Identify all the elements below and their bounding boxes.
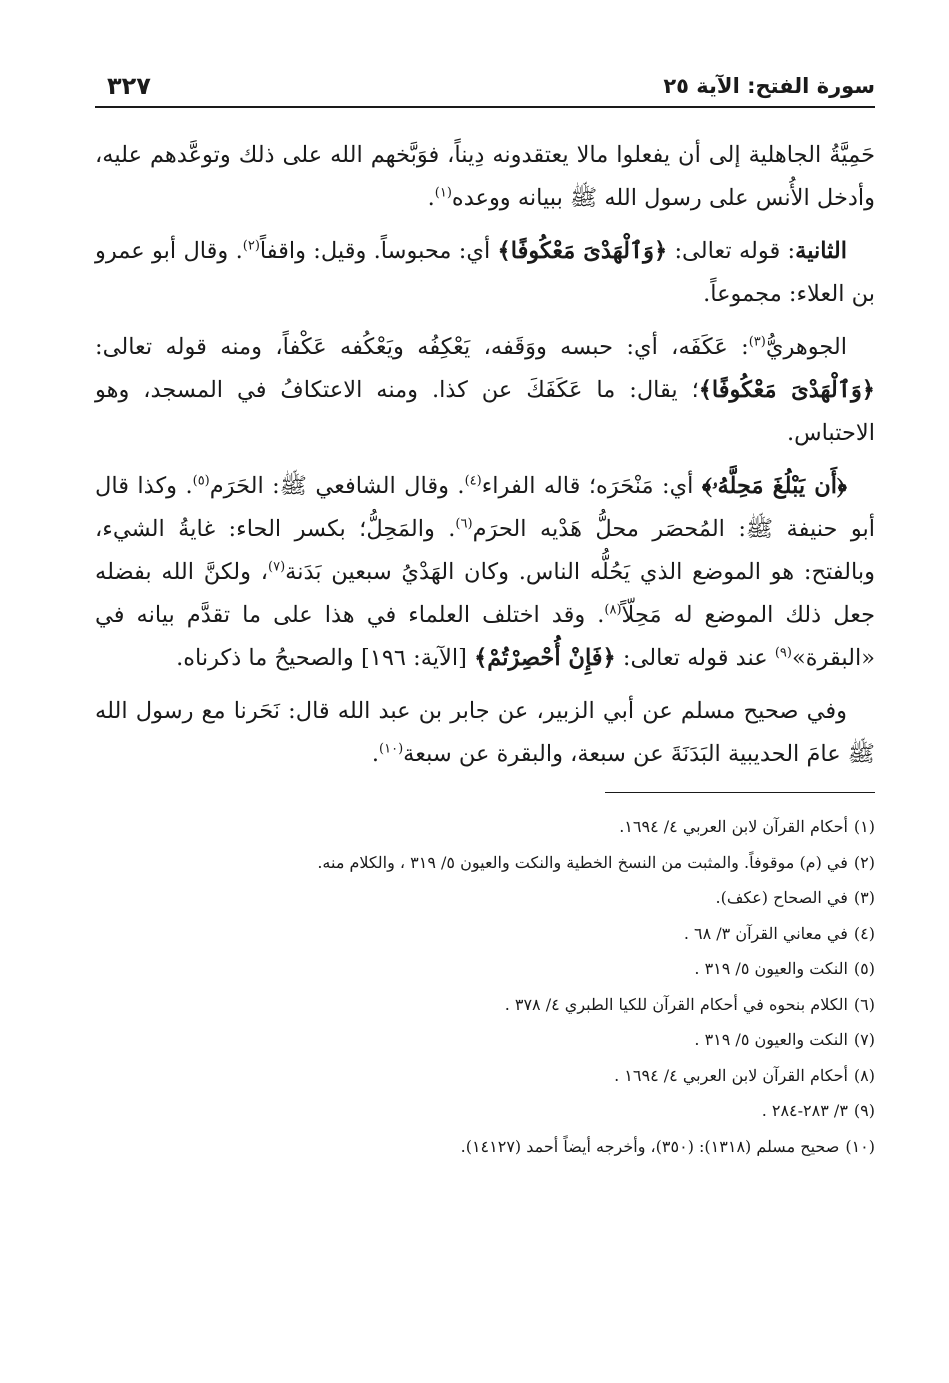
footnote-ref-10: (١٠) (379, 741, 404, 757)
quran-quote: ﴿وَٱلْهَدْىَ مَعْكُوفًا﴾ (698, 377, 875, 403)
footnote-number: (١) (853, 817, 875, 836)
footnote-number: (٤) (853, 923, 875, 943)
footnote-text: أحكام القرآن لابن العربي ٤/ ١٦٩٤. (619, 817, 848, 836)
footnote-text: في (م) موقوفاً. والمثبت من النسخ الخطية والنكت والعيون ٥/ ٣١٩ ، والكلام منه. (317, 852, 848, 872)
paragraph-end: . (371, 741, 380, 767)
paragraph-text: ؛ يقال: ما عَكَفَكَ عن كذا. ومنه الاعتكافُ في المسجد، وهو الاحتباس. (95, 377, 875, 446)
paragraph-text: [الآية: ١٩٦] والصحيحُ ما ذكرناه. (176, 645, 475, 671)
footnote-number: (١٠) (845, 1136, 875, 1156)
footnote-ref-6: (٦) (455, 516, 473, 532)
paragraph-text: . وكذا قال أبو حنيفة ﷺ: المُحصَر محلُّ هَدْيه الحرَم (95, 473, 875, 542)
footnote-text: النكت والعيون ٥/ ٣١٩ . (694, 959, 848, 978)
paragraph-end: . (427, 185, 435, 211)
footnote-item (95, 1030, 875, 1050)
footnote-ref-5: (٥) (192, 473, 210, 489)
footnote-number: (٦) (853, 994, 875, 1014)
footnote-item (95, 995, 875, 1015)
footnote-item (95, 1137, 875, 1157)
footnote-item (95, 888, 875, 908)
footnote-ref-3: (٣) (748, 334, 766, 350)
running-header (95, 70, 875, 108)
paragraph-text: الجوهريُّ (765, 334, 847, 360)
footnote-separator (605, 792, 875, 793)
paragraph-3 (95, 326, 875, 455)
footnote-text: أحكام القرآن لابن العربي ٤/ ١٦٩٤ . (614, 1065, 848, 1085)
footnote-item (95, 959, 875, 979)
footnotes-list (95, 817, 875, 1157)
paragraph-text: : عَكَفَه، أي: حبسه ووَقَفه، يَعْكِفُه ويَعْكُفه عَكْفاً، ومنه قوله تعالى: (95, 334, 749, 360)
paragraph-2 (95, 230, 875, 316)
chapter-title: سورة الفتح: الآية ٢٥ (663, 74, 875, 98)
main-text (95, 134, 875, 776)
footnote-text: صحيح مسلم (١٣١٨): (٣٥٠)، وأخرجه أيضاً أحمد (١٤١٢٧). (460, 1136, 840, 1156)
paragraph-text: ، ولكنَّ الله بفضله جعل ذلك الموضع له مَحِلّاً (95, 559, 875, 628)
footnote-number: (٩) (853, 1101, 875, 1120)
footnote-ref-4: (٤) (464, 473, 482, 489)
footnote-text: ٣/ ٢٨٣-٢٨٤ . (761, 1101, 848, 1120)
paragraph-text: . وقال أبو عمرو بن العلاء: مجموعاً. (95, 238, 875, 307)
footnote-ref-9: (٩) (774, 645, 792, 661)
footnote-text: في الصحاح (عكف). (715, 888, 848, 907)
paragraph-text: وفي صحيح مسلم عن أبي الزبير، عن جابر بن عبد الله قال: نَحَرنا مع رسول الله ﷺ عامَ الحديبية البَدَنَةَ عن سبعة، والبقرة عن سبعة (95, 698, 875, 767)
paragraph-4 (95, 465, 875, 680)
quran-quote: ﴿وَٱلْهَدْىَ مَعْكُوفًا﴾ (497, 238, 668, 264)
footnote-item (95, 924, 875, 944)
page-number: ٣٢٧ (107, 72, 151, 100)
quran-quote: ﴿فَإِنْ أُحْصِرْتُمْ﴾ (474, 645, 616, 671)
paragraph-text: . والمَحِلُّ؛ بكسر الحاء: غايةُ الشيء، وبالفتح: هو الموضع الذي يَحُلُّه الناس. وكان الهَدْيُ سبعين بَدَنة (95, 516, 876, 585)
footnote-ref-7: (٧) (268, 559, 286, 575)
footnote-number: (٧) (853, 1030, 875, 1049)
footnote-text: النكت والعيون ٥/ ٣١٩ . (694, 1030, 848, 1049)
footnote-ref-2: (٢) (242, 238, 260, 254)
paragraph-text: أي: مَنْحَرَه؛ قاله الفراء (481, 473, 702, 499)
footnote-item (95, 853, 875, 873)
footnote-number: (٢) (853, 852, 875, 872)
paragraph-5 (95, 690, 875, 776)
footnote-text: الكلام بنحوه في أحكام القرآن للكيا الطبري ٤/ ٣٧٨ . (504, 994, 848, 1014)
footnote-number: (٣) (853, 888, 875, 907)
paragraph-text: . وقال الشافعي ﷺ: الحَرَم (209, 473, 465, 499)
quran-quote: ﴿أَن يَبْلُغَ مَحِلَّهُۥ﴾ (701, 473, 847, 499)
book-page (95, 70, 875, 1350)
section-lead: الثانية (795, 238, 847, 264)
paragraph-text: عند قوله تعالى: (615, 645, 775, 671)
footnote-item (95, 817, 875, 837)
paragraph-text: . وقد اختلف العلماء في هذا على ما تقدَّم بيانه في «البقرة» (95, 602, 875, 671)
footnote-number: (٨) (853, 1065, 875, 1085)
footnote-number: (٥) (853, 959, 875, 978)
paragraph-text: حَمِيَّةُ الجاهلية إلى أن يفعلوا مالا يعتقدونه دِيناً، فوَبَّخهم الله على ذلك وتوعَّدهم عليه، وأدخل الأُنس على رسول الله ﷺ ببيانه ووعده (95, 142, 875, 211)
paragraph-text: : قوله تعالى: (667, 238, 796, 264)
footnote-text: في معاني القرآن ٣/ ٦٨ . (683, 923, 848, 943)
paragraph-1 (95, 134, 875, 220)
footnote-item (95, 1101, 875, 1121)
footnote-ref-8: (٨) (604, 602, 622, 618)
footnote-ref-1: (١) (434, 185, 452, 201)
footnote-item (95, 1066, 875, 1086)
paragraph-text: أي: محبوساً. وقيل: واقفاً (259, 238, 498, 264)
